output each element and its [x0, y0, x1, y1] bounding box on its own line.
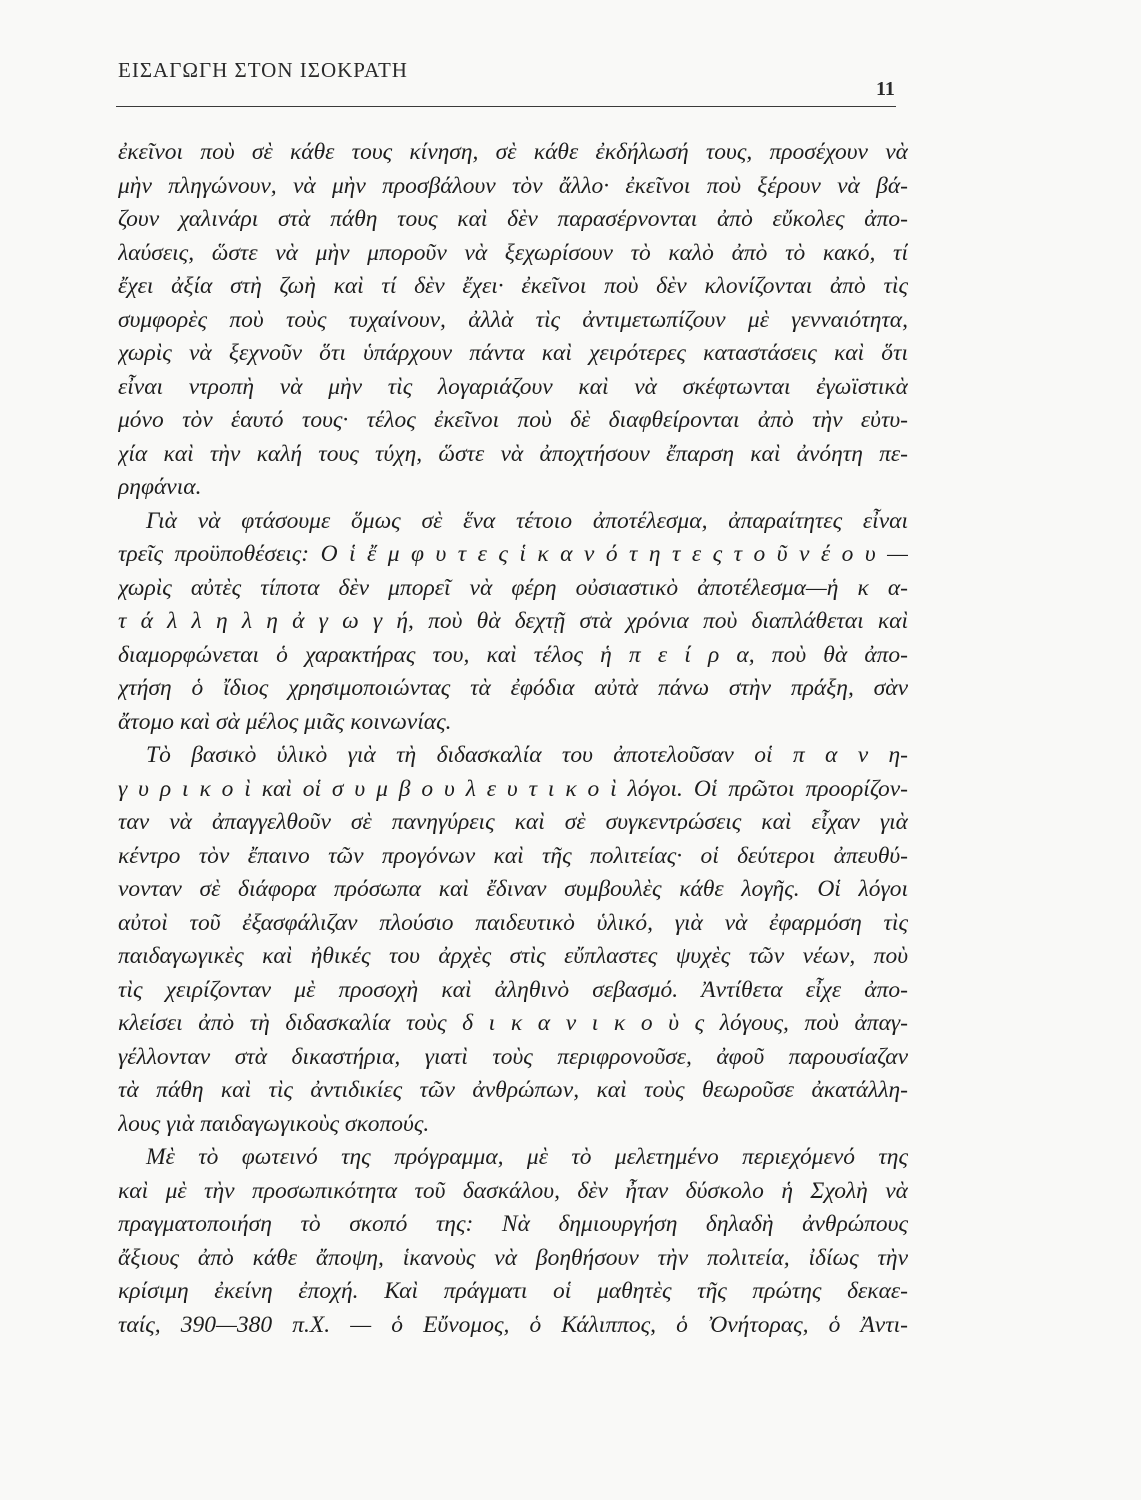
text-line: ταν νὰ ἀπαγγελθοῦν σὲ πανηγύρεις καὶ σὲ συγκεντρώσεις καὶ εἶχαν γιὰ — [118, 809, 908, 835]
text-line: γ υ ρ ι κ ο ὶ καὶ οἱ σ υ μ β ο υ λ ε υ τ ι κ ο ὶ λόγοι. Οἱ πρῶτοι προορίζον- — [118, 775, 908, 802]
text-line: διαμορφώνεται ὁ χαρακτήρας του, καὶ τέλος ἡ π ε ί ρ α, ποὺ θὰ ἀπο- — [118, 641, 908, 668]
text-line: καὶ μὲ τὴν προσωπικότητα τοῦ δασκάλου, δὲν ἦταν δύσκολο ἡ Σχολὴ νὰ — [118, 1177, 908, 1204]
text-line: τὶς χειρίζονταν μὲ προσοχὴ καὶ ἀληθινὸ σεβασμό. Ἀντίθετα εἶχε ἀπο- — [118, 976, 908, 1003]
text-line: χτήση ὁ ἴδιος χρησιμοποιώντας τὰ ἐφόδια αὐτὰ πάνω στὴν πράξη, σὰν — [118, 675, 908, 701]
paragraph-start-line: Τὸ βασικὸ ὑλικὸ γιὰ τὴ διδασκαλία του ἀποτελοῦσαν οἱ π α ν η- — [146, 742, 908, 768]
text-line: συμφορὲς ποὺ τοὺς τυχαίνουν, ἀλλὰ τὶς ἀντιμετωπίζουν μὲ γενναιότητα, — [118, 306, 908, 333]
text-line: νονταν σὲ διάφορα πρόσωπα καὶ ἔδιναν συμβουλὲς κάθε λογῆς. Οἱ λόγοι — [118, 876, 908, 902]
text-line: κέντρο τὸν ἔπαινο τῶν προγόνων καὶ τῆς πολιτείας· οἱ δεύτεροι ἀπευθύ- — [118, 842, 908, 869]
text-line: μὴν πληγώνουν, νὰ μὴν προσβάλουν τὸν ἄλλο· ἐκεῖνοι ποὺ ξέρουν νὰ βά- — [118, 172, 908, 199]
paragraph-start-line: Μὲ τὸ φωτεινό της πρόγραμμα, μὲ τὸ μελετημένο περιεχόμενό της — [146, 1144, 908, 1170]
body-text — [118, 136, 908, 1342]
text-line: λαύσεις, ὥστε νὰ μὴν μποροῦν νὰ ξεχωρίσουν τὸ καλὸ ἀπὸ τὸ κακό, τί — [118, 239, 908, 266]
text-line: ρηφάνια. — [118, 474, 202, 500]
text-line: χωρὶς αὐτὲς τίποτα δὲν μπορεῖ νὰ φέρη οὐσιαστικὸ ἀποτέλεσμα—ἡ κ α- — [118, 574, 908, 601]
text-line: ταίς, 390—380 π.Χ. — ὁ Εὔνομος, ὁ Κάλιππος, ὁ Ὀνήτορας, ὁ Ἀντι- — [118, 1311, 908, 1338]
text-line: ἐκεῖνοι ποὺ σὲ κάθε τους κίνηση, σὲ κάθε ἐκδήλωσή τους, προσέχουν νὰ — [118, 139, 908, 165]
text-line: ἄτομο καὶ σὰ μέλος μιᾶς κοινωνίας. — [118, 708, 452, 735]
running-head-title: ΕΙΣΑΓΩΓΗ ΣΤΟΝ ΙΣΟΚΡΑΤΗ — [118, 58, 408, 82]
header-rule — [116, 106, 896, 107]
text-line: μόνο τὸν ἑαυτό τους· τέλος ἐκεῖνοι ποὺ δὲ διαφθείρονται ἀπὸ τὴν εὐτυ- — [118, 407, 908, 433]
text-line: αὐτοὶ τοῦ ἐξασφάλιζαν πλούσιο παιδευτικὸ ὑλικό, γιὰ νὰ ἐφαρμόση τὶς — [118, 909, 908, 936]
text-line: εἶναι ντροπὴ νὰ μὴν τὶς λογαριάζουν καὶ νὰ σκέφτωνται ἐγωϊστικὰ — [118, 373, 908, 400]
text-line: λους γιὰ παιδαγωγικοὺς σκοπούς. — [118, 1110, 430, 1137]
text-line: χία καὶ τὴν καλή τους τύχη, ὥστε νὰ ἀποχτήσουν ἔπαρση καὶ ἀνόητη πε- — [118, 440, 908, 467]
text-line: πραγματοποιήση τὸ σκοπό της: Νὰ δημιουργήση δηλαδὴ ἀνθρώπους — [118, 1211, 908, 1237]
text-line: παιδαγωγικὲς καὶ ἠθικές του ἀρχὲς στὶς εὔπλαστες ψυχὲς τῶν νέων, ποὺ — [118, 943, 908, 969]
text-line: τρεῖς προϋποθέσεις: Ο ἱ ἔ μ φ υ τ ε ς ἱ κ α ν ό τ η τ ε ς τ ο ῦ ν έ ο υ — — [118, 541, 908, 567]
text-line: κρίσιμη ἐκείνη ἐποχή. Καὶ πράγματι οἱ μαθητὲς τῆς πρώτης δεκαε- — [118, 1278, 908, 1304]
text-line: τὰ πάθη καὶ τὶς ἀντιδικίες τῶν ἀνθρώπων, καὶ τοὺς θεωροῦσε ἀκατάλλη- — [118, 1077, 908, 1103]
text-line: γέλλονταν στὰ δικαστήρια, γιατὶ τοὺς περιφρονοῦσε, ἀφοῦ παρουσίαζαν — [118, 1043, 908, 1070]
text-line: χωρὶς νὰ ξεχνοῦν ὅτι ὑπάρχουν πάντα καὶ χειρότερες καταστάσεις καὶ ὅτι — [118, 340, 908, 366]
text-line: ζουν χαλινάρι στὰ πάθη τους καὶ δὲν παρασέρνονται ἀπὸ εὔκολες ἀπο- — [118, 206, 908, 232]
text-line: τ ά λ λ η λ η ἀ γ ω γ ή, ποὺ θὰ δεχτῇ στὰ χρόνια ποὺ διαπλάθεται καὶ — [118, 608, 908, 634]
page-number: 11 — [876, 78, 895, 100]
text-line: ἔχει ἀξία στὴ ζωὴ καὶ τί δὲν ἔχει· ἐκεῖνοι ποὺ δὲν κλονίζονται ἀπὸ τὶς — [118, 273, 908, 299]
text-line: ἄξιους ἀπὸ κάθε ἄποψη, ἱκανοὺς νὰ βοηθήσουν τὴν πολιτεία, ἰδίως τὴν — [118, 1244, 908, 1271]
text-line: κλείσει ἀπὸ τὴ διδασκαλία τοὺς δ ι κ α ν ι κ ο ὺ ς λόγους, ποὺ ἀπαγ- — [118, 1010, 908, 1036]
paragraph-start-line: Γιὰ νὰ φτάσουμε ὅμως σὲ ἕνα τέτοιο ἀποτέλεσμα, ἀπαραίτητες εἶναι — [146, 507, 908, 534]
